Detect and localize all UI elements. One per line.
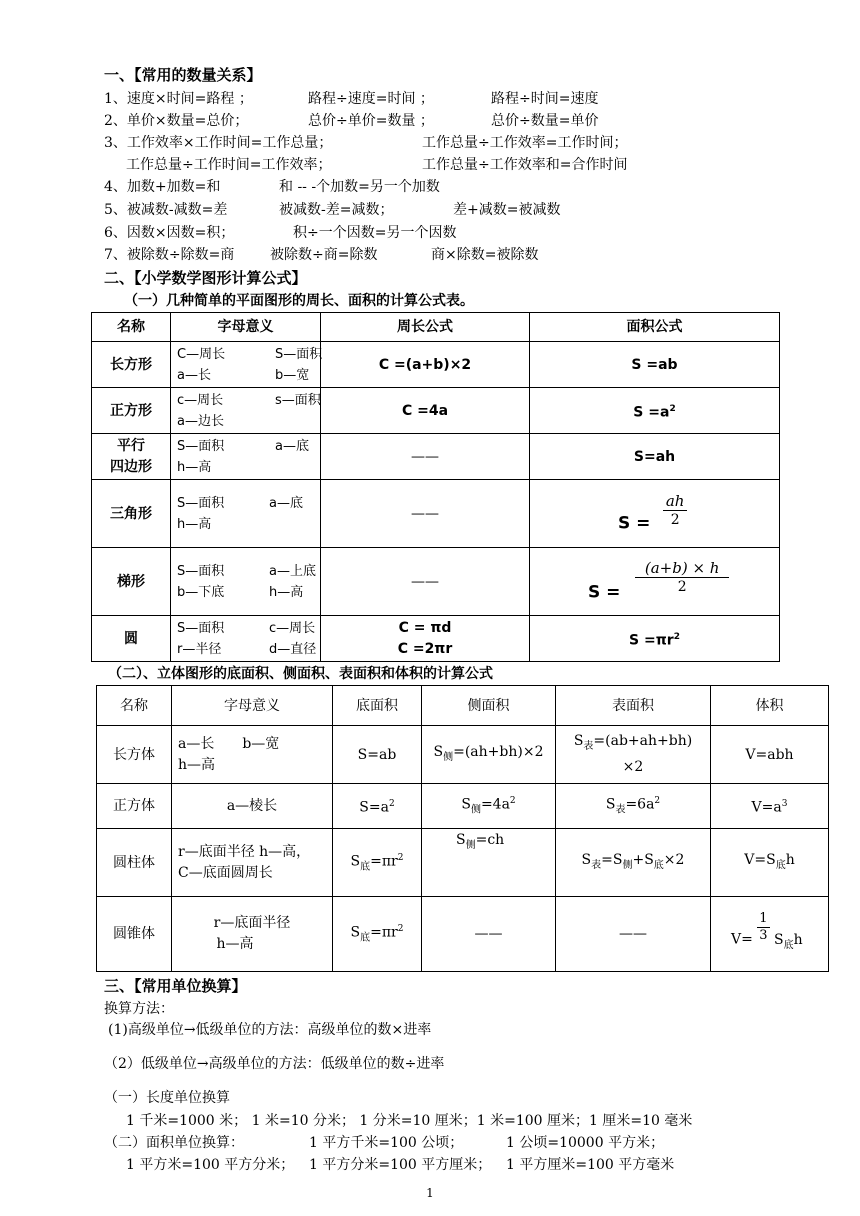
header-meaning: 字母意义 [172,686,333,726]
header-volume: 体积 [711,686,829,726]
section3-title: 三、【常用单位换算】 [104,977,247,995]
letter-meaning: S—面积 a—底 h—高 [171,480,321,548]
area-units-b2: 1 平方分米=100 平方厘米； [309,1157,492,1173]
relation-4b: 和 -- -个加数=另一个加数 [279,179,440,195]
volume: V=abh [711,726,829,784]
relation-3d: 工作总量÷工作效率和=合作时间 [422,157,628,173]
area-units-title: （二）面积单位换算： [104,1135,244,1151]
shape-name: 圆 [92,616,171,662]
conversion-method-2: （2）低级单位→高级单位的方法：低级单位的数÷进率 [104,1056,445,1072]
header-meaning: 字母意义 [171,313,321,342]
surface-area: $S_表=6a^2$ [556,784,711,829]
solid-name: 圆锥体 [97,897,172,972]
shape-name: 正方形 [92,388,171,434]
volume: $V=a^3$ [711,784,829,829]
letter-meaning: S—面积 a—上底 b—下底 h—高 [171,548,321,616]
letter-meaning: S—面积 c—周长 r—半径 d—直径 [171,616,321,662]
volume: V= $\frac{1}{3}$ $S_底h$ [711,897,829,972]
shape-name: 梯形 [92,548,171,616]
length-units-title: （一）长度单位换算 [104,1090,230,1106]
table-row-cube [97,784,829,829]
lateral-area: —— [422,897,556,972]
solid-name: 正方体 [97,784,172,829]
surface-area: $S_表=(ab+ah+bh)$ ×2 [556,726,711,784]
plane-figures-table [91,312,780,662]
area-formula: S =ab [530,342,780,388]
solid-name: 长方体 [97,726,172,784]
letter-meaning: c—周长 s—面积 a—边长 [171,388,321,434]
table-row-parallelogram [92,434,780,480]
page-number: 1 [426,1186,434,1200]
lateral-area: $S_侧=(ah+bh)\times 2$ [422,726,556,784]
base-area: S=ab [333,726,422,784]
base-area: $S_底=\pi r^2$ [333,897,422,972]
perimeter-formula: C =4a [321,388,530,434]
area-formula: $S =\pi r^2$ [530,616,780,662]
table-row-square [92,388,780,434]
relation-5c: 差+减数=被减数 [453,202,561,218]
relation-7a: 7、被除数÷除数=商 [104,247,235,263]
letter-meaning: a—长 b—宽 h—高 [172,726,333,784]
table-row-cone [97,897,829,972]
relation-6a: 6、因数×因数=积； [104,225,235,241]
relation-3b: 工作总量÷工作效率=工作时间； [422,135,628,151]
relation-7c: 商×除数=被除数 [431,247,539,263]
volume: $V=S_底h$ [711,829,829,897]
surface-area: —— [556,897,711,972]
relation-5b: 被减数-差=减数； [279,202,394,218]
table-header-row [97,686,829,726]
relation-7b: 被除数÷商=除数 [270,247,378,263]
shape-name: 长方形 [92,342,171,388]
relation-2b: 总价÷单价=数量 ； [308,113,434,129]
letter-meaning: r—底面半径 h—高 [172,897,333,972]
surface-area: $S_表=S_侧+S_底\times 2$ [556,829,711,897]
section1-title: 一、【常用的数量关系】 [104,66,262,84]
relation-5a: 5、被减数-减数=差 [104,202,228,218]
table-row-cylinder [97,829,829,897]
base-area: $S_底=\pi r^2$ [333,829,422,897]
perimeter-formula: C = πd C =2πr [321,616,530,662]
relation-1c: 路程÷时间=速度 [491,91,599,107]
header-lateral-area: 侧面积 [422,686,556,726]
relation-3a: 3、工作效率×工作时间=工作总量； [104,135,333,151]
conversion-method-label: 换算方法： [104,1001,174,1017]
area-units-a1: 1 平方千米=100 公顷； [309,1135,464,1151]
letter-meaning: r—底面半径 h—高， C—底面圆周长 [172,829,333,897]
conversion-method-1: (1)高级单位→低级单位的方法：高级单位的数×进率 [108,1022,432,1038]
relation-1b: 路程÷速度=时间 ； [308,91,434,107]
table-row-trapezoid [92,548,780,616]
letter-meaning: S—面积 a—底 h—高 [171,434,321,480]
length-units-line: 1 千米=1000 米； 1 米=10 分米； 1 分米=10 厘米；1 米=100 厘米；1 厘米=10 毫米 [126,1113,693,1129]
relation-4a: 4、加数+加数=和 [104,179,221,195]
area-formula: S = $\frac{ah}{2}$ [530,480,780,548]
perimeter-formula: —— [321,548,530,616]
letter-meaning: a—棱长 [172,784,333,829]
solid-table-caption: （二）、立体图形的底面积、侧面积、表面积和体积的计算公式 [108,666,493,682]
solid-name: 圆柱体 [97,829,172,897]
relation-2c: 总价÷数量=单价 [491,113,599,129]
solid-figures-table [96,685,829,972]
relation-3c: 工作总量÷工作时间=工作效率； [126,157,332,173]
header-perimeter: 周长公式 [321,313,530,342]
header-surface-area: 表面积 [556,686,711,726]
area-formula: S=ah [530,434,780,480]
table-row-triangle [92,480,780,548]
relation-6b: 积÷一个因数=另一个因数 [293,225,457,241]
shape-name: 三角形 [92,480,171,548]
header-base-area: 底面积 [333,686,422,726]
lateral-area: $S_侧=4a^2$ [422,784,556,829]
area-units-a2: 1 公顷=10000 平方米； [506,1135,665,1151]
header-area: 面积公式 [530,313,780,342]
header-name: 名称 [92,313,171,342]
relation-1a: 1、速度×时间=路程 ； [104,91,253,107]
perimeter-formula: —— [321,480,530,548]
perimeter-formula: —— [321,434,530,480]
area-formula: $S =a^2$ [530,388,780,434]
area-formula: S = $\frac{(a+b) \times h}{2}$ [530,548,780,616]
table-row-circle [92,616,780,662]
section2-title: 二、【小学数学图形计算公式】 [104,269,307,287]
shape-name: 平行 四边形 [92,434,171,480]
lateral-area: $S_侧=ch$ [422,829,556,897]
base-area: $S=a^2$ [333,784,422,829]
header-name: 名称 [97,686,172,726]
table-header-row [92,313,780,342]
letter-meaning: C—周长 S—面积 a—长 b—宽 [171,342,321,388]
perimeter-formula: C =(a+b)×2 [321,342,530,388]
table-row-cuboid [97,726,829,784]
plane-table-caption: （一）几种简单的平面图形的周长、面积的计算公式表。 [124,293,474,309]
area-units-b3: 1 平方厘米=100 平方毫米 [506,1157,675,1173]
relation-2a: 2、单价×数量=总价； [104,113,249,129]
table-row-rectangle [92,342,780,388]
area-units-b1: 1 平方米=100 平方分米； [126,1157,295,1173]
